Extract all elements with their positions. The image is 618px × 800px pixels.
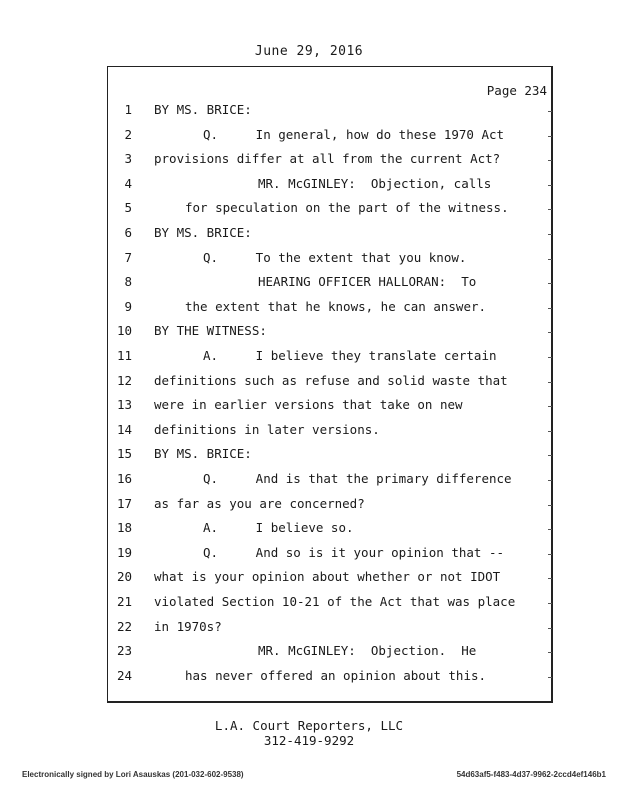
line-text: what is your opinion about whether or not IDOT <box>154 569 501 585</box>
line-number: 22 <box>116 618 132 634</box>
line-text: MR. McGINLEY: Objection. He <box>258 643 477 659</box>
line-number: 20 <box>116 569 132 585</box>
transcript-line <box>0 422 618 442</box>
transcript-line <box>0 471 618 491</box>
transcript-line <box>0 545 618 565</box>
transcript-line <box>0 373 618 393</box>
margin-tick <box>548 332 552 333</box>
line-text: Q. And so is it your opinion that -- <box>203 544 505 560</box>
margin-tick <box>548 308 552 309</box>
margin-tick <box>548 431 552 432</box>
line-text: Q. In general, how do these 1970 Act <box>203 126 505 142</box>
margin-tick <box>548 111 552 112</box>
transcript-line <box>0 520 618 540</box>
margin-tick <box>548 529 552 530</box>
line-text: as far as you are concerned? <box>154 495 365 511</box>
line-number: 18 <box>116 520 132 536</box>
line-number: 16 <box>116 471 132 486</box>
transcript-line <box>0 397 618 417</box>
line-number: 7 <box>124 249 132 265</box>
line-number: 8 <box>124 274 132 290</box>
line-text: A. I believe they translate certain <box>203 348 497 363</box>
transcript-line <box>0 348 618 368</box>
transcript-line <box>0 323 618 343</box>
line-text: violated Section 10-21 of the Act that was place <box>154 594 516 609</box>
margin-tick <box>548 677 552 678</box>
line-number: 3 <box>124 151 132 167</box>
transcript-line <box>0 496 618 516</box>
margin-tick <box>548 480 552 481</box>
margin-tick <box>548 652 552 653</box>
margin-tick <box>548 628 552 629</box>
line-text: were in earlier versions that take on new <box>154 397 463 413</box>
margin-tick <box>548 578 552 579</box>
margin-tick <box>548 554 552 555</box>
transcript-line <box>0 151 618 171</box>
line-text: definitions in later versions. <box>154 421 380 437</box>
page-number: Page 234 <box>486 83 547 98</box>
line-number: 17 <box>116 495 132 511</box>
line-number: 13 <box>116 397 132 413</box>
court-reporter-name: L.A. Court Reporters, LLC <box>214 718 404 733</box>
line-text: MR. McGINLEY: Objection, calls <box>258 175 492 191</box>
line-text: Q. And is that the primary difference <box>203 471 512 486</box>
line-text: BY MS. BRICE: <box>154 446 252 462</box>
line-number: 1 <box>124 102 132 117</box>
line-text: provisions differ at all from the current Act? <box>154 151 501 167</box>
line-text: A. I believe so. <box>203 520 354 536</box>
margin-tick <box>548 259 552 260</box>
electronic-signature: Electronically signed by Lori Asauskas (201-032-602-9538) <box>22 770 244 779</box>
transcript-line <box>0 594 618 614</box>
margin-tick <box>548 234 552 235</box>
line-text: BY THE WITNESS: <box>154 323 267 339</box>
margin-tick <box>548 455 552 456</box>
line-text: definitions such as refuse and solid waste that <box>154 372 508 388</box>
transcript-line <box>0 225 618 245</box>
transcript-date: June 29, 2016 <box>254 44 364 59</box>
line-number: 21 <box>116 594 132 609</box>
line-number: 5 <box>124 200 132 216</box>
line-number: 10 <box>116 323 132 339</box>
line-number: 11 <box>116 348 132 363</box>
line-text: for speculation on the part of the witness. <box>185 200 509 216</box>
transcript-line <box>0 250 618 270</box>
line-text: in 1970s? <box>154 618 222 634</box>
line-number: 9 <box>124 298 132 314</box>
line-text: has never offered an opinion about this. <box>185 667 487 683</box>
transcript-line <box>0 274 618 294</box>
line-number: 2 <box>124 126 132 142</box>
margin-tick <box>548 136 552 137</box>
margin-tick <box>548 283 552 284</box>
margin-tick <box>548 209 552 210</box>
margin-tick <box>548 185 552 186</box>
line-number: 12 <box>116 372 132 388</box>
transcript-line <box>0 643 618 663</box>
line-number: 14 <box>116 421 132 437</box>
line-number: 6 <box>124 225 132 240</box>
line-number: 24 <box>116 667 132 683</box>
transcript-line <box>0 102 618 122</box>
document-id: 54d63af5-f483-4d37-9962-2ccd4ef146b1 <box>456 770 606 779</box>
transcript-line <box>0 200 618 220</box>
margin-tick <box>548 357 552 358</box>
court-reporter-phone: 312-419-9292 <box>263 733 355 748</box>
margin-tick <box>548 160 552 161</box>
transcript-line <box>0 176 618 196</box>
transcript-line <box>0 569 618 589</box>
line-number: 23 <box>116 643 132 659</box>
transcript-line <box>0 127 618 147</box>
line-number: 15 <box>116 446 132 462</box>
transcript-line <box>0 619 618 639</box>
line-number: 4 <box>124 175 132 191</box>
line-text: Q. To the extent that you know. <box>203 249 467 265</box>
line-text: HEARING OFFICER HALLORAN: To <box>258 274 477 290</box>
margin-tick <box>548 603 552 604</box>
transcript-line <box>0 668 618 688</box>
margin-tick <box>548 406 552 407</box>
margin-tick <box>548 382 552 383</box>
transcript-line <box>0 446 618 466</box>
line-text: BY MS. BRICE: <box>154 225 252 240</box>
line-text: BY MS. BRICE: <box>154 102 252 117</box>
transcript-line <box>0 299 618 319</box>
line-number: 19 <box>116 544 132 560</box>
margin-tick <box>548 505 552 506</box>
line-text: the extent that he knows, he can answer. <box>185 298 487 314</box>
